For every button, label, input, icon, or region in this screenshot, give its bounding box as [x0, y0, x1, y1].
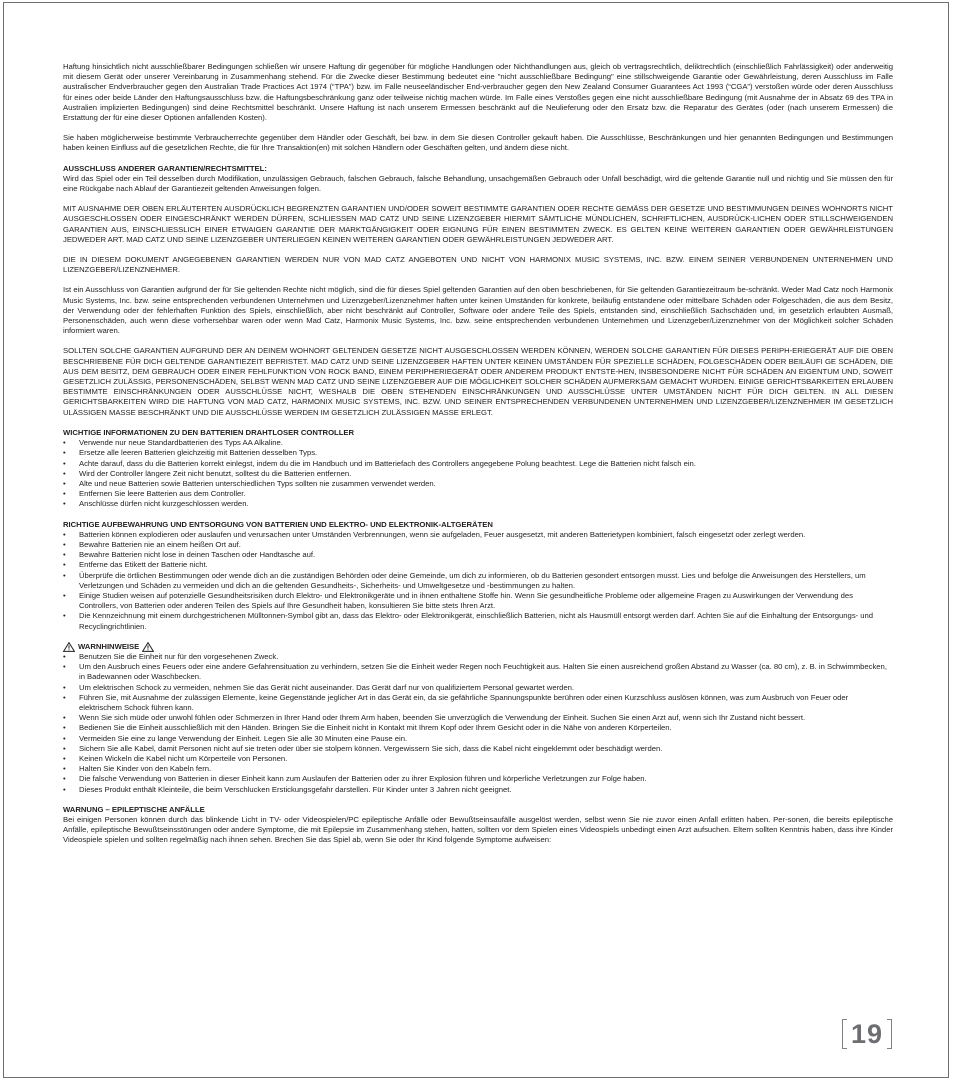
warning-triangle-icon	[63, 642, 75, 652]
heading-disposal: RICHTIGE AUFBEWAHRUNG UND ENTSORGUNG VON BATTERIEN UND ELEKTRO- UND ELEKTRONIK-ALTGERÄTEN	[63, 519, 493, 529]
list-item: • Ersetze alle leeren Batterien gleichzeitig mit Batterien desselben Typs.	[63, 448, 893, 458]
list-item: • Wenn Sie sich müde oder unwohl fühlen oder Schmerzen in Ihrer Hand oder Ihrem Arm haben, beenden Sie unverzüglich die Verwendung der Einheit. Suchen Sie einen Arzt auf, wenn sich Ihr Zustand nicht bessert.	[63, 713, 893, 723]
list-item: • Entfernen Sie leere Batterien aus dem Controller.	[63, 489, 893, 499]
bracket-left	[842, 1019, 847, 1049]
paragraph-epilepsy: Bei einigen Personen können durch das blinkende Licht in TV- oder Videospielen/PC epileptische Anfälle oder Bewußtseinsaufälle ausgelöst werden, selbst wenn Sie nie zuvor einen Anfall erlitten haben. Per-sonen, die bereits epileptische Anfälle, epileptische Bewußtseinsstörungen oder andere Symptome, die mit Epilepsie im Zusammenhang stehen, hatten, sollten vor dem Spielen eines Videospiels unbedingt einen Arzt aufsuchen. Eltern sollten Kenntnis haben, dass ihre Kinder Videospiele spielen und sollten regelmäßig nach ihnen sehen. Brechen Sie das Spiel ab, wenn Sie oder Ihr Kind folgende Symptome aufweisen:	[63, 815, 893, 845]
bracket-right	[887, 1019, 892, 1049]
heading-warnings	[63, 642, 893, 652]
paragraph-limitation: Ist ein Ausschluss von Garantien aufgrund der für Sie geltenden Rechte nicht möglich, sind die für dieses Spiel geltenden Garantien auf den oben beschriebenen, für Sie geltenden Garantiezeitraum be-schränkt. Weder Mad Catz noch Harmonix Music Systems, Inc. bzw. seine entsprechenden verbundenen Unternehmen und Lizenzgeber/Lizenznehmer haften unter keinen Umständen für konkrete, beiläufig entstandene oder mittelbare Schäden oder Folgeschäden, die aus dem Besitz, der Verwendung oder der fehlerhaften Funktion des Spiels, einschließlich, aber nicht beschränkt auf Controller, Software oder andere Teile des Spiels, entstanden sind, einschließlich Sachschäden und, im gesetzlich erlaubten Ausmaß, Personenschäden, auch wenn diese vorhersehbar waren oder wenn Mad Catz, Harmonix Music Systems, Inc. bzw. seine entsprechenden verbundenen Unternehmen und Lizenzgeber/Lizenznehmer von der Möglichkeit solcher Schäden informiert waren.	[63, 285, 893, 336]
list-disposal	[63, 530, 893, 632]
list-item: • Um elektrischen Schock zu vermeiden, nehmen Sie das Gerät nicht auseinander. Das Gerät darf nur von qualifiziertem Personal gewartet werden.	[63, 683, 893, 693]
list-item: • Die falsche Verwendung von Batterien in dieser Einheit kann zum Auslaufen der Batterien oder zu ihrer Explosion führen und körperliche Verletzungen zur Folge haben.	[63, 774, 893, 784]
list-item: • Die Kennzeichnung mit einem durchgestrichenen Mülltonnen-Symbol gibt an, dass das Elektro- oder Elektronikgerät, einschließlich Batterien, nicht als Hausmüll entsorgt werden darf. Achten Sie auf die Einhaltung der Entsorgungs- und Recyclingrichtlinien.	[63, 611, 893, 631]
warning-triangle-icon	[142, 642, 154, 652]
list-item: • Wird der Controller längere Zeit nicht benutzt, solltest du die Batterien entfernen.	[63, 469, 893, 479]
paragraph-jurisdiction: SOLLTEN SOLCHE GARANTIEN AUFGRUND DER AN DEINEM WOHNORT GELTENDEN GESETZE NICHT AUSGESCHLOSSEN WERDEN KÖNNEN, WERDEN SOLCHE GARANTIEN FÜR DIESES PERIPH-ERIEGERÄT AUF DIE OBEN BESCHRIEBENE FÜR DICH GELTENDE GARANTIEZEIT BEFRISTET. MAD CATZ UND SEINE LIZENZGEBER HAFTEN UNTER KEINEN UMSTÄNDEN FÜR SPEZIELLE SCHÄDEN, FOLGESCHÄDEN ODER BEILÄUFI GE SCHÄDEN, DIE AUS DEM BESITZ, DEM GEBRAUCH ODER EINER FEHLFUNKTION VON ROCK BAND, EINEM PERIPHERIEGERÄT ODER ANDEREM PRODUKT ENTSTE-HEN, INSBESONDERE NICHT FÜR SCHÄDEN AN EIGENTUM UND, SOWEIT GESETZLICH ZULÄSSIG, PERSONENSCHÄDEN, SELBST WENN MAD CATZ UND SEINE LIZENZGEBER AUF DIE MÖGLICHKEIT SOLCHER SCHÄDEN AUFMERKSAM GEMACHT WURDEN. EINIGE GERICHTSBARKEITEN ERLAUBEN BESTIMMTE EINSCHRÄNKUNGEN ODER AUSSCHLÜSSE NICHT, WESHALB DIE OBEN STEHENDEN EINSCHRÄNKUNGEN UND AUSSCHLÜSSE UNTER UMSTÄNDEN NICHT FÜR DICH GELTEN. IN ALL DIESEN GERICHTSBARKEITEN WIRD DIE HAFTUNG VON MAD CATZ, HARMONIX MUSIC SYSTEMS, INC. BZW. UND SEINER ENTSPRECHENDEN VERBUNDENEN UNTERNEHMEN UND LIZENZGEBER/LIZENZNEHMER IM GESETZLICH ULÄSSIGEN MASSE BESCHRÄNKT UND DIE AUSSCHLÜSSE WERDEN IM GESETZLICH ZULÄSSIGEN MASSE ERLEGT.	[63, 346, 893, 417]
list-item: • Bewahre Batterien nicht lose in deinen Taschen oder Handtasche auf.	[63, 550, 893, 560]
list-item: • Einige Studien weisen auf potenzielle Gesundheitsrisiken durch Elektro- und Elektronikgeräte und in ihnen enthaltene Stoffe hin. Wenn Sie gesundheitliche Probleme oder allgemeine Fragen zu Auswirkungen der Verwendung des Controllers, von Batterien oder anderen Teilen des Spiels auf Ihre Gesundheit haben, konsultieren Sie bitte stets Ihren Arzt.	[63, 591, 893, 611]
list-item: • Benutzen Sie die Einheit nur für den vorgesehenen Zweck.	[63, 652, 893, 662]
list-item: • Überprüfe die örtlichen Bestimmungen oder wende dich an die zuständigen Behörden oder deine Gemeinde, um dich zu informieren, ob du Batterien gesondert entsorgen musst. Lies und befolge die Anweisungen des Herstellers, um Verletzungen und Schäden zu vermeiden und dich an die geltenden Gesundheits-, Sicherheits- und Umweltgesetze und -bestimmungen zu halten.	[63, 571, 893, 591]
list-item: • Dieses Produkt enthält Kleinteile, die beim Verschlucken Erstickungsgefahr darstellen. Für Kinder unter 3 Jahren nicht geeignet.	[63, 785, 893, 795]
warnings-title: WARNHINWEISE	[78, 641, 140, 651]
list-item: • Achte darauf, dass du die Batterien korrekt einlegst, indem du die im Handbuch und im Batteriefach des Controllers angegebene Polung beachtest. Lege die Batterien nicht falsch ein.	[63, 459, 893, 469]
list-item: • Vermeiden Sie eine zu lange Verwendung der Einheit. Legen Sie alle 30 Minuten eine Pause ein.	[63, 734, 893, 744]
paragraph-liability: Haftung hinsichtlich nicht ausschließbarer Bedingungen schließen wir unsere Haftung dir gegenüber für mögliche Handlungen oder Nichthandlungen aus, gleich ob vertragsrechtlich, deliktrechtlich (einschließlich Fahrlässigkeit) oder anderweitig mit diesem Gerät oder unserer Vereinbarung in Zusammenhang stehend. Für die Zwecke dieser Bestimmung bedeutet eine "nicht ausschließbare Bedingung" eine stillschweigende Garantie oder Gewährleistung, deren Ausschluss im Falle australischer Endverbraucher gegen den Australian Trade Practices Act 1974 (“TPA”) bzw. im Falle neuseeländischer End-verbraucher gegen den New Zealand Consumer Guarantees Act 1993 (“CGA”) verstoßen würde oder deren Ausschluss für eines oder beide Länder den Haftungsausschluss bzw. die Haftungsbeschränkung ganz oder teilweise nichtig machen würde. Im Falle eines Verstoßes gegen eine nicht ausschließbare Bedingung (mit Ausnahme der in Absatz 69 des TPA in Australien implizierten Bedingungen) sind deine Rechtsmittel beschränkt. Unsere Haftung ist nach unserem Ermessen beschränkt auf die Neulieferung oder den Ersatz bzw. die Reparatur des Gerätes (oder (nach unserem Ermessen) die Erstattung der für eine dieser Optionen anfallenden Kosten).	[63, 62, 893, 123]
list-item: • Halten Sie Kinder von den Kabeln fern.	[63, 764, 893, 774]
list-warnings	[63, 652, 893, 795]
page-content	[63, 62, 893, 846]
list-batteries	[63, 438, 893, 509]
list-item: • Batterien können explodieren oder auslaufen und verursachen unter Umständen Verbrennungen, wenn sie aufgeladen, Feuer ausgesetzt, mit anderen Batterietypen kombiniert, falsch eingesetzt oder zerlegt werden.	[63, 530, 893, 540]
page-number-box	[842, 1019, 892, 1049]
list-item: • Alte und neue Batterien sowie Batterien unterschiedlichen Typs sollten nie zusammen verwendet werden.	[63, 479, 893, 489]
list-item: • Sichern Sie alle Kabel, damit Personen nicht auf sie treten oder über sie stolpern können. Vergewissern Sie sich, dass die Kabel nicht eingeklemmt oder beschädigt werden.	[63, 744, 893, 754]
list-item: • Bedienen Sie die Einheit ausschließlich mit den Händen. Bringen Sie die Einheit nicht in Kontakt mit Ihrem Kopf oder Ihrem Gesicht oder in die Nähe von anderen Körperteilen.	[63, 723, 893, 733]
heading-exclusion: AUSSCHLUSS ANDERER GARANTIEN/RECHTSMITTEL:	[63, 163, 267, 173]
page-number: 19	[850, 1018, 884, 1049]
list-item: • Verwende nur neue Standardbatterien des Typs AA Alkaline.	[63, 438, 893, 448]
paragraph-express-warranties: MIT AUSNAHME DER OBEN ERLÄUTERTEN AUSDRÜCKLICH BEGRENZTEN GARANTIEN UND/ODER SOWEIT BESTIMMTE GARANTIEN ODER RECHTE GEMÄSS DER GESETZE UND BESTIMMUNGEN DEINES WOHNORTS NICHT AUSGESCHLOSSEN ODER EINGESCHRÄNKT WERDEN DÜRFEN, SCHLIESSEN MAD CATZ UND SEINE LIZENZGEBER HIERMIT SÄMTLICHE MÜNDLICHEN, SCHRIFTLICHEN, AUSDRÜCK-LICHEN ODER STILLSCHWEIGENDEN GARANTIEN AUS, EINSCHLIESSLICH EINER ETWAIGEN GARANTIE DER MARKTGÄNGIGKEIT ODER EIGNUNG FÜR EINEN BESTIMMTEN ZWECK. ES GELTEN KEINE WEITEREN GARANTIEN ODER GEWÄHRLEISTUNGEN JEDWEDER ART. MAD CATZ UND SEINE LIZENZGEBER UNTERLIEGEN KEINEN WEITEREN GARANTIEN ODER GEWÄHRLEISTUNGEN JEDWEDER ART.	[63, 204, 893, 244]
paragraph-consumer-rights: Sie haben möglicherweise bestimmte Verbraucherrechte gegenüber dem Händler oder Geschäft, bei bzw. in dem Sie diesen Controller gekauft haben. Die Ausschlüsse, Beschränkungen und hier genannten Bedingungen und Bestimmungen haben keinen Einfluss auf die gesetzlichen Rechte, die für Ihre Transaktion(en) mit solchen Händlern oder Geschäften gelten, und ändern diese nicht.	[63, 133, 893, 153]
paragraph-exclusion: Wird das Spiel oder ein Teil desselben durch Modifikation, unzulässigen Gebrauch, falschen Gebrauch, falsche Behandlung, unsachgemäßen Gebrauch oder Unfall beschädigt, wird die geltende Garantie null und nichtig und Sie müssen den für eine Rückgabe nach Ablauf der Garantiezeit geltenden Anweisungen folgen.	[63, 173, 893, 194]
paragraph-mad-catz-only: DIE IN DIESEM DOKUMENT ANGEGEBENEN GARANTIEN WERDEN NUR VON MAD CATZ ANGEBOTEN UND NICHT VON HARMONIX MUSIC SYSTEMS, INC. BZW. EINEM SEINER VERBUNDENEN UNTERNEHMEN UND LIZENZGEBER/LIZENZNEHMER.	[63, 255, 893, 275]
list-item: • Anschlüsse dürfen nicht kurzgeschlossen werden.	[63, 499, 893, 509]
list-item: • Keinen Wickeln die Kabel nicht um Körperteile von Personen.	[63, 754, 893, 764]
list-item: • Führen Sie, mit Ausnahme der zulässigen Elemente, keine Gegenstände jeglicher Art in das Gerät ein, da sie gefährliche Spannungspunkte berühren oder einen Kurzschluss auslösen können, was zum Ausbruch von Feuer oder elektrischem Schock führen kann.	[63, 693, 893, 713]
list-item: • Bewahre Batterien nie an einem heißen Ort auf.	[63, 540, 893, 550]
heading-batteries: WICHTIGE INFORMATIONEN ZU DEN BATTERIEN DRAHTLOSER CONTROLLER	[63, 427, 355, 437]
heading-epilepsy: WARNUNG – EPILEPTISCHE ANFÄLLE	[63, 804, 205, 814]
list-item: • Um den Ausbruch eines Feuers oder eine andere Gefahrensituation zu verhindern, setzen Sie die Einheit weder Regen noch Feuchtigkeit aus. Halten Sie einen ausreichend großen Abstand zu Wasser (ca. 80 cm), z. B. in Schwimmbecken, in Badewannen oder Waschbecken.	[63, 662, 893, 682]
list-item: • Entferne das Etikett der Batterie nicht.	[63, 560, 893, 570]
